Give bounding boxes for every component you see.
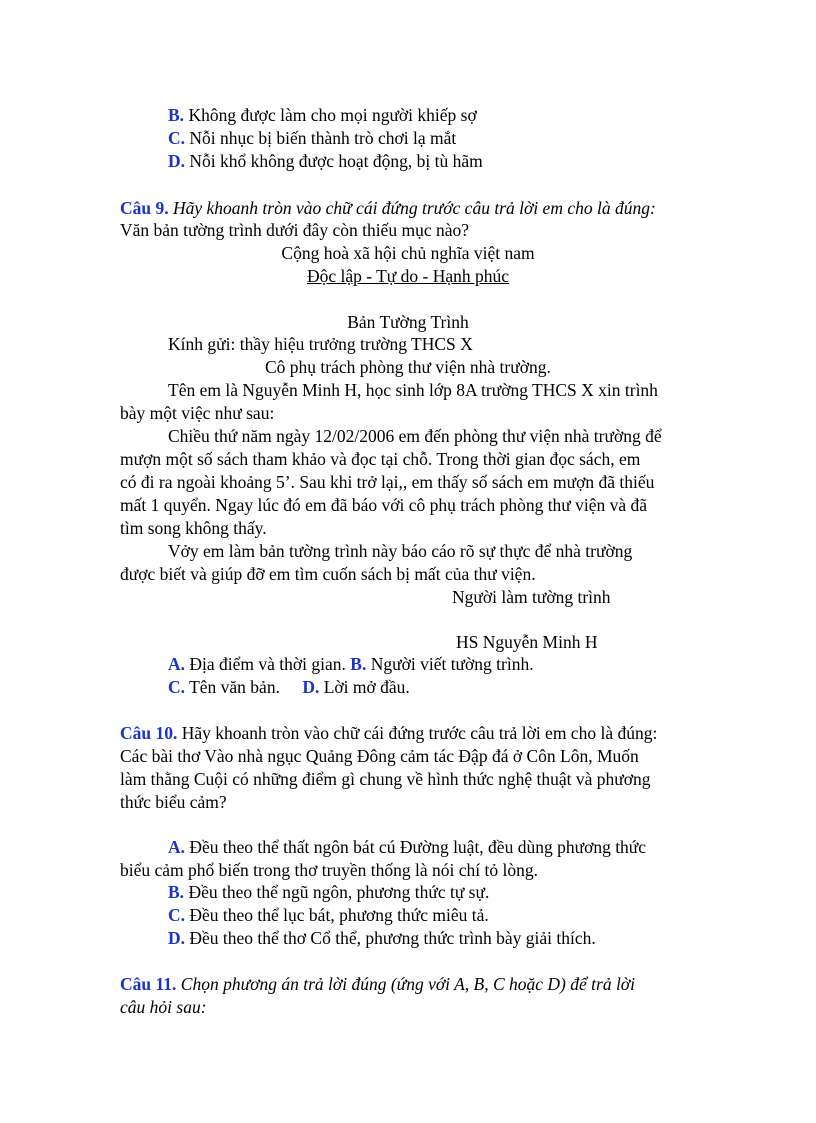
body-line: được biết và giúp đỡ em tìm cuốn sách bị mất của thư viện. <box>120 564 536 584</box>
option-label: A. <box>168 654 186 674</box>
option-label: D. <box>168 928 186 948</box>
q10-line: Các bài thơ Vào nhà ngục Quảng Đông cảm tác Đập đá ở Côn Lôn, Muốn <box>120 746 639 766</box>
body-line: mất 1 quyển. Ngay lúc đó em đã báo với cô phụ trách phòng thư viện và đã <box>120 495 648 515</box>
q9-heading <box>120 197 656 219</box>
q10-option-b <box>168 881 489 903</box>
option-text: Nỗi khổ không được hoạt động, bị tù hãm <box>189 151 483 171</box>
signer-title: Người làm tường trình <box>452 587 611 607</box>
q10-heading <box>120 722 657 744</box>
q10-line: làm thằng Cuội có những điểm gì chung về hình thức nghệ thuật và phương <box>120 769 651 789</box>
recipient-line-2: Cô phụ trách phòng thư viện nhà trường. <box>265 357 551 377</box>
body-line: mượn một số sách tham khảo và đọc tại chỗ. Trong thời gian đọc sách, em <box>120 449 641 469</box>
q10-option-a-cont: biểu cảm phổ biến trong thơ truyền thống là nói chí tỏ lòng. <box>120 860 539 880</box>
option-label: C. <box>168 905 186 925</box>
question-instruction: Hãy khoanh tròn vào chữ cái đứng trước câu trả lời em cho là đúng: <box>173 198 656 218</box>
option-text: Đều theo thể ngũ ngôn, phương thức tự sự. <box>188 882 490 902</box>
option-text: Không được làm cho mọi người khiếp sợ <box>188 105 477 125</box>
motto: Độc lập - Tự do - Hạnh phúc <box>306 266 510 286</box>
q10-option-d <box>168 927 596 949</box>
q11-heading <box>120 973 635 995</box>
body-line: Chiều thứ năm ngày 12/02/2006 em đến phòng thư viện nhà trường để <box>168 426 662 446</box>
option-text: Người viết tường trình. <box>370 654 534 674</box>
doc-title: Bản Tường Trình <box>347 312 469 332</box>
question-label: Câu 10. <box>120 723 178 743</box>
question-text: Hãy khoanh tròn vào chữ cái đứng trước câu trả lời em cho là đúng: <box>181 723 658 743</box>
q8-option-b <box>168 104 477 126</box>
option-label: C. <box>168 128 186 148</box>
option-text: Lời mở đầu. <box>323 677 410 697</box>
body-line: tìm song không thấy. <box>120 518 267 538</box>
q9-options-row-1 <box>168 653 534 675</box>
q10-option-c <box>168 904 489 926</box>
q10-option-a <box>168 836 646 858</box>
option-text: Đều theo thể thơ Cổ thể, phương thức trình bày giải thích. <box>189 928 596 948</box>
option-text: Tên văn bản. <box>189 677 280 697</box>
body-line: bày một việc như sau: <box>120 403 275 423</box>
option-label: A. <box>168 837 186 857</box>
option-text: Địa điểm và thời gian. <box>189 654 346 674</box>
option-text: Đều theo thể thất ngôn bát cú Đường luật, đều dùng phương thức <box>189 837 647 857</box>
recipient-line-1: Kính gửi: thầy hiệu trưởng trường THCS X <box>168 334 473 354</box>
national-title: Cộng hoà xã hội chủ nghĩa việt nam <box>281 243 535 263</box>
option-label: C. <box>168 677 186 697</box>
q10-line: thức biểu cảm? <box>120 792 227 812</box>
q11-instruction-cont: câu hỏi sau: <box>120 997 207 1017</box>
body-line: Tên em là Nguyễn Minh H, học sinh lớp 8A trường THCS X xin trình <box>168 380 658 400</box>
question-label: Câu 11. <box>120 974 177 994</box>
q8-option-d <box>168 150 483 172</box>
option-label: B. <box>168 882 185 902</box>
q9-question: Văn bản tường trình dưới đây còn thiếu mục nào? <box>120 220 469 240</box>
question-label: Câu 9. <box>120 198 169 218</box>
option-label: B. <box>168 105 185 125</box>
option-text: Nỗi nhục bị biến thành trò chơi lạ mắt <box>189 128 457 148</box>
body-line: Vởy em làm bản tường trình này báo cáo rõ sự thực để nhà trường <box>168 541 633 561</box>
option-label: D. <box>168 151 186 171</box>
signer-name: HS Nguyễn Minh H <box>456 632 598 652</box>
body-line: có đi ra ngoài khoảng 5’. Sau khi trở lại,, em thấy số sách em mượn đã thiếu <box>120 472 655 492</box>
question-instruction: Chọn phương án trả lời đúng (ứng với A, B, C hoặc D) để trả lời <box>180 974 636 994</box>
option-label: B. <box>350 654 367 674</box>
q8-option-c <box>168 127 456 149</box>
option-text: Đều theo thể lục bát, phương thức miêu tả. <box>189 905 489 925</box>
option-label: D. <box>302 677 320 697</box>
q9-options-row-2 <box>168 676 410 698</box>
